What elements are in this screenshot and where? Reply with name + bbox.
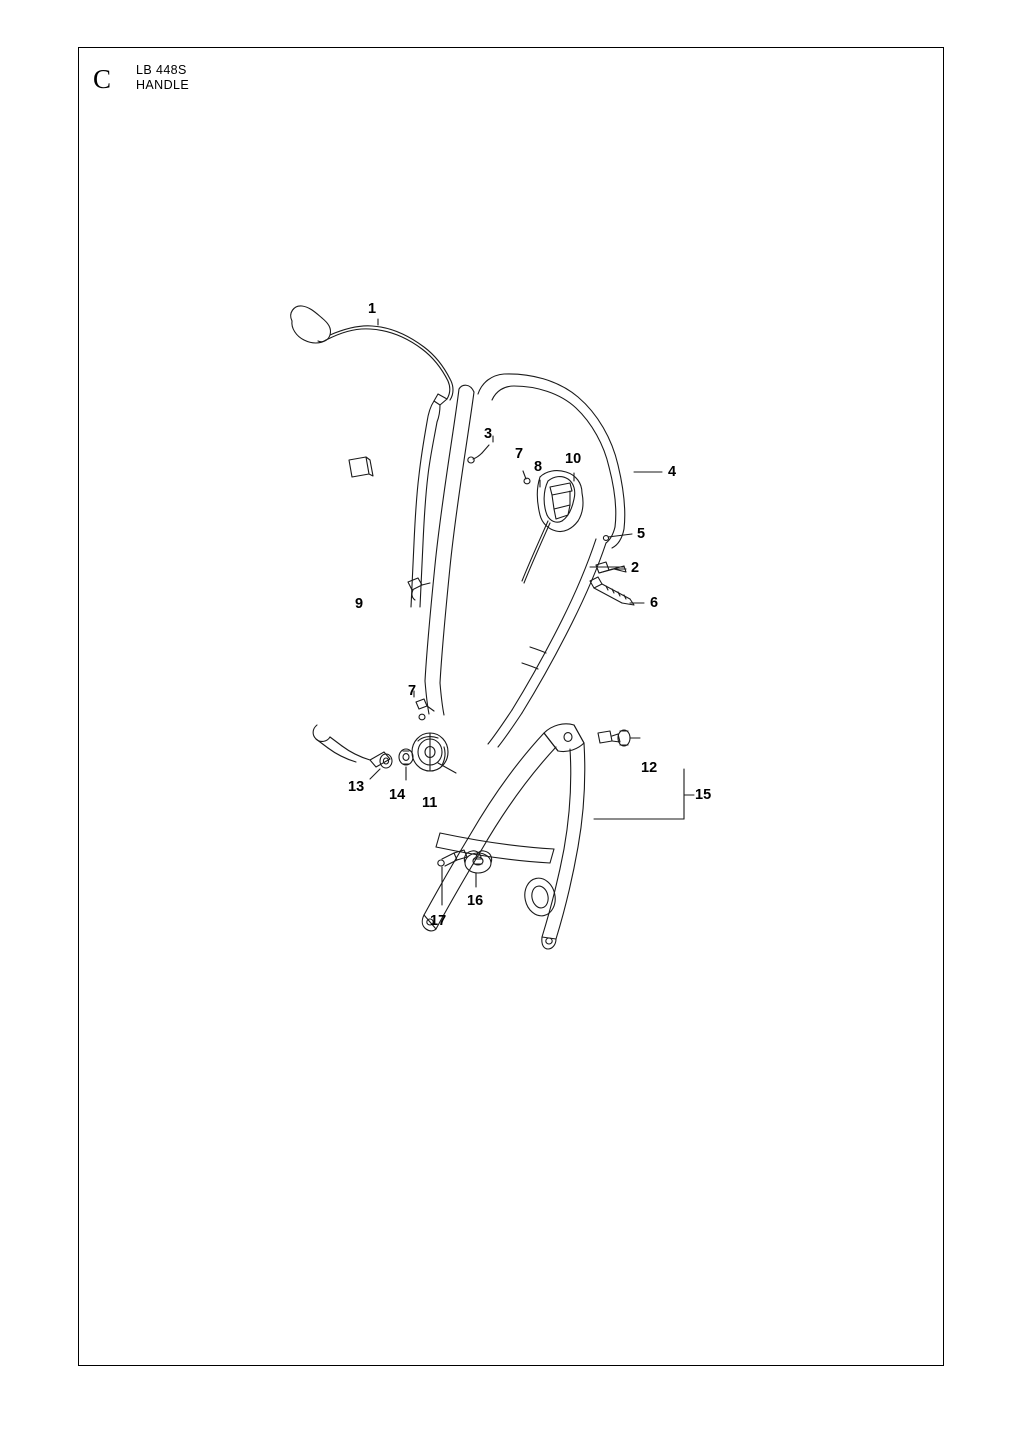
callout-10: 10 [565, 451, 582, 467]
callout-2: 2 [631, 560, 640, 576]
callout-3: 3 [484, 426, 493, 442]
callout-8: 8 [534, 459, 543, 475]
part-15-lower-handle-frame [422, 724, 584, 949]
leader-5 [603, 534, 632, 540]
callout-16: 16 [467, 893, 484, 909]
title-model: LB 448S [136, 63, 187, 77]
leader-7a [523, 471, 530, 484]
part-9-clip [349, 457, 373, 477]
callout-15: 15 [695, 787, 712, 803]
part-4-upper-handle-loop [478, 374, 625, 548]
part-13-lever [313, 725, 392, 768]
part-12-knob [598, 730, 630, 746]
part-3-upper-handle-left [425, 385, 474, 715]
diagram-svg [78, 47, 944, 1366]
leader-13 [370, 769, 380, 779]
callout-7-lower: 7 [408, 683, 417, 699]
callout-12: 12 [641, 760, 658, 776]
part-5-lower-tube-right [488, 539, 606, 747]
callout-7-upper: 7 [515, 446, 524, 462]
title-section: HANDLE [136, 78, 190, 92]
callout-9: 9 [355, 596, 364, 612]
callout-4: 4 [668, 464, 677, 480]
leader-15-bracket [594, 769, 694, 819]
callout-11: 11 [422, 795, 438, 811]
callout-13: 13 [348, 779, 365, 795]
callout-17: 17 [430, 913, 447, 929]
handle-exploded-diagram [78, 47, 944, 1366]
callout-14: 14 [389, 787, 406, 803]
part-6-screw [590, 577, 634, 605]
callout-5: 5 [637, 526, 646, 542]
part-14-washer [399, 749, 413, 765]
callout-1: 1 [368, 301, 377, 317]
callout-6: 6 [650, 595, 659, 611]
part-1-cable [291, 306, 453, 607]
part-10-control-lever [522, 471, 583, 583]
part-16-wing-knob [464, 851, 491, 873]
part-7-fastener-hub [414, 691, 434, 720]
section-letter: C [93, 64, 112, 94]
